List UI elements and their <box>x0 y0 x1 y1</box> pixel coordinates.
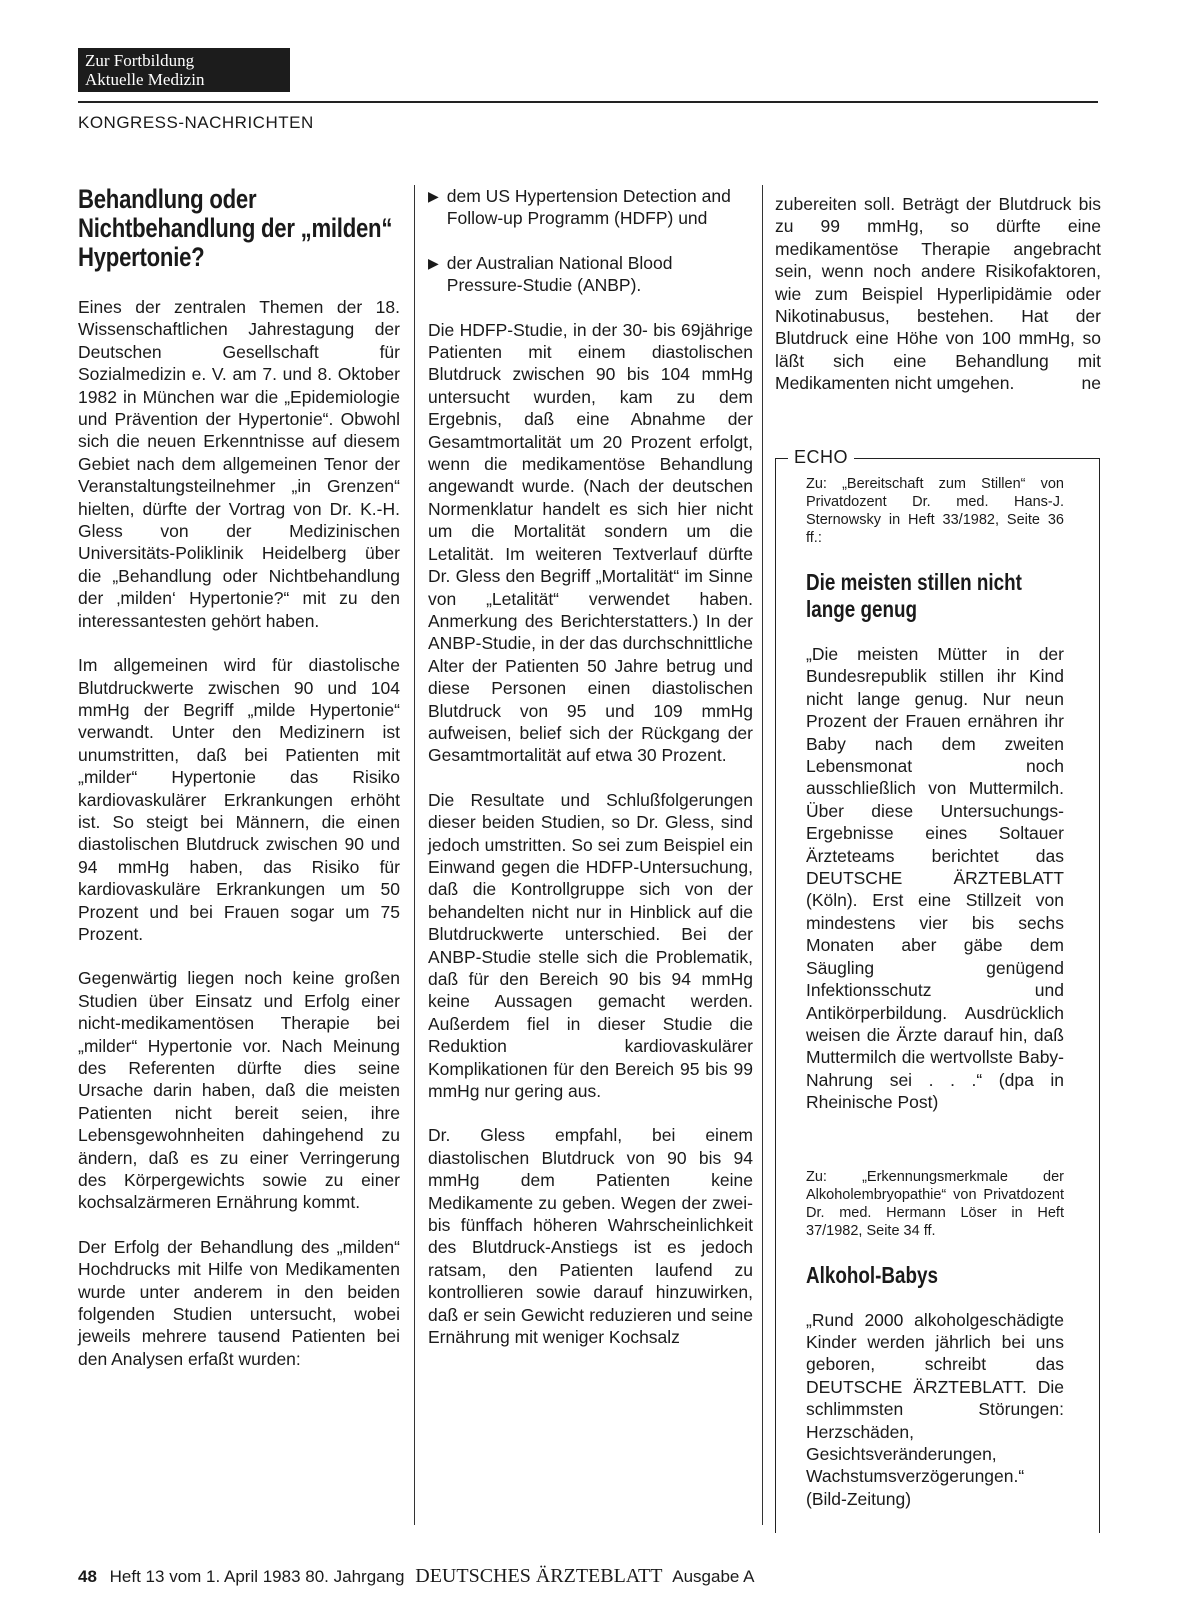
study-bullet <box>428 252 753 297</box>
article-column-1 <box>78 185 400 1392</box>
rubric-line-1: Zur Fortbildung <box>85 51 195 70</box>
triangle-bullet-icon: ▶ <box>428 254 439 271</box>
echo-title: Alkohol-Babys <box>806 1261 939 1288</box>
article-paragraph: Die HDFP-Studie, in der 30- bis 69jährige Patienten mit einem diastolischen Blutdruck zwischen 90 bis 104 mmHg untersucht wurden, kam zu dem Ergebnis, daß eine Abnahme der Gesamtmortalität um 20 Prozent erfolgt, wenn die medikamentöse Behandlung angewandt wurde. (Nach der deutschen Normenklatur handelt es sich hier nicht um die Mortalität sondern um die Letalität. Im weiteren Textverlauf dürfte Dr. Gless den Begriff „Mortalität“ im Sinne von „Letalität“ verwendet haben. Anmerkung des Berichterstatters.) In der ANBP-Studie, in der das durchschnittliche Alter der Patienten 50 Jahre betrug und diese Personen einen diastolischen Blutdruck von 95 und 109 mmHg aufweisen, belief sich der Rückgang der Gesamtmortalität auf etwa 30 Prozent. <box>428 319 753 766</box>
echo-box <box>775 447 1100 1533</box>
echo-label: ECHO <box>788 447 854 468</box>
study-bullet <box>428 185 753 230</box>
journal-name: DEUTSCHES ÄRZTEBLATT <box>415 1565 663 1587</box>
bullet-text: dem US Hypertension Detection and Follow-up Programm (HDFP) und <box>446 186 731 229</box>
echo-content <box>806 475 1064 1564</box>
article-paragraph: Der Erfolg der Behandlung des „milden“ Hochdrucks mit Hilfe von Medikamenten wurde unter anderem in den beiden folgenden Studien untersucht, wobei jeweils mehrere tausend Patienten bei den Analysen erfaßt wurden: <box>78 1236 400 1369</box>
echo-reference: Zu: „Erkennungsmerkmale der Alkoholembryopathie“ von Privatdozent Dr. med. Hermann Löser in Heft 37/1982, Seite 34 ff. <box>806 1168 1064 1239</box>
triangle-bullet-icon: ▶ <box>428 188 439 204</box>
article-paragraph: Die Resultate und Schlußfolgerungen dieser beiden Studien, so Dr. Gless, sind jedoch umstritten. So sei zum Beispiel ein Einwand gegen die HDFP-Untersuchung, daß die Kontrollgruppe sich von der behandelten nicht nur in Hinblick auf die Blutdruckwerte unterschied. Bei der ANBP-Studie stelle sich die Problematik, daß für den Bereich 90 bis 94 mmHg keine Aussagen gemacht werden. Außerdem fiel in dieser Studie die Reduktion kardiovaskulärer Komplikationen für den Bereich 95 bis 99 mmHg nur gering aus. <box>428 789 753 1102</box>
page-number: 48 <box>78 1567 97 1586</box>
article-column-2 <box>428 185 753 1371</box>
echo-reference: Zu: „Bereitschaft zum Stillen“ von Privatdozent Dr. med. Hans-J. Sternowsky in Heft 33/1982, Seite 36 ff.: <box>806 476 1064 546</box>
echo-quote: „Die meisten Mütter in der Bundesrepublik stillen ihr Kind nicht lange genug. Nur neun Prozent der Frauen ernähren ihr Baby nach dem zweiten Lebensmonat noch ausschließlich von Muttermilch. Über diese Untersuchungs-Ergebnisse eines Soltauer Ärzteteams berichtet das DEUTSCHE ÄRZTEBLATT (Köln). Erst eine Stillzeit von mindestens vier bis sechs Monaten aber gäbe dem Säugling genügend Infektionsschutz und Antikörperbildung. Ausdrücklich weisen die Ärzte darauf hin, daß Muttermilch die wertvollste Baby-Nahrung sei . . .“ (dpa in Rheinische Post) <box>806 644 1064 1113</box>
bullet-text: der Australian National Blood Pressure-Studie (ANBP). <box>446 252 673 296</box>
article-column-3 <box>775 193 1101 417</box>
article-paragraph: Gegenwärtig liegen noch keine großen Studien über Einsatz und Erfolg einer nicht-medikamentösen Therapie bei „milder“ Hypertonie vor. Nach Meinung des Referenten dürfte dies seine Ursache darin haben, daß die meisten Patienten nicht bereit seien, ihre Lebensgewohnheiten dahingehend zu ändern, daß es zu einer Verringerung des Körpergewichts sowie zu einer kochsalzärmeren Ernährung kommt. <box>78 968 400 1213</box>
article-paragraph: Im allgemeinen wird für diastolische Blutdruckwerte zwischen 90 und 104 mmHg der Begriff „milde Hypertonie“ verwandt. Unter den Medizinern ist unumstritten, daß bei Patienten mit „milder“ Hypertonie das Risiko kardiovaskulärer Erkrankungen erhöht ist. So steigt bei Männern, die einen diastolischen Blutdruck zwischen 90 und 94 mmHg haben, das Risiko für kardiovaskuläre Erkrankungen um 50 Prozent und bei Frauen sogar um 75 Prozent. <box>78 655 400 944</box>
article-closing-text: zubereiten soll. Beträgt der Blutdruck bis zu 99 mmHg, so dürfte eine medikamentöse Therapie angebracht sein, wenn noch andere Risikofaktoren, wie zum Beispiel Hyperlipidämie oder Nikotinabusus, bestehen. Hat der Blutdruck eine Höhe von 100 mmHg, so läßt sich eine Behandlung mit Medikamenten nicht umgehen. <box>775 194 1101 394</box>
header-rule-left <box>78 101 290 103</box>
edition-label: Ausgabe A <box>672 1567 755 1586</box>
echo-title: Die meisten stillen nicht lange genug <box>806 569 1022 622</box>
column-divider <box>414 185 415 1525</box>
rubric-block <box>78 48 290 92</box>
issue-info: Heft 13 vom 1. April 1983 80. Jahrgang <box>109 1567 405 1586</box>
header-rule <box>290 101 1098 103</box>
section-label: KONGRESS-NACHRICHTEN <box>78 113 314 132</box>
article-paragraph-ending <box>775 193 1101 395</box>
article-paragraph: Eines der zentralen Themen der 18. Wissenschaftlichen Jahrestagung der Deutschen Gesellschaft für Sozialmedizin e. V. am 7. und 8. Oktober 1982 in München war die „Epidemiologie und Prävention der Hypertonie“. Obwohl sich die neuen Erkenntnisse auf diesem Gebiet nach dem allgemeinen Tenor der Veranstaltungsteilnehmer „in Grenzen“ hielten, dürfte der Vortrag von Dr. K.-H. Gless von der Medizinischen Universitäts-Poliklinik Heidelberg über die „Behandlung oder Nichtbehandlung der ‚milden‘ Hypertonie?“ mit zu den interessantesten gehört haben. <box>78 297 400 631</box>
author-initials: ne <box>1081 373 1101 394</box>
article-title: Behandlung oder Nichtbehandlung der „milden“ Hypertonie? <box>78 184 393 272</box>
column-divider <box>762 185 763 1525</box>
page-footer <box>78 1565 755 1588</box>
rubric-line-2: Aktuelle Medizin <box>85 70 205 89</box>
article-paragraph: Dr. Gless empfahl, bei einem diastolischen Blutdruck von 90 bis 94 mmHg dem Patienten keine Medikamente zu geben. Wegen der zwei- bis fünffach höheren Wahrscheinlichkeit des Blutdruck-Anstiegs ist es jedoch ratsam, den Patienten laufend zu kontrollieren sowie darauf hinzuwirken, daß er sein Gewicht reduzieren und seine Ernährung mit weniger Kochsalz <box>428 1125 753 1348</box>
echo-quote: „Rund 2000 alkoholgeschädigte Kinder werden jährlich bei uns geboren, schreibt das DEUTSCHE ÄRZTEBLATT. Die schlimmsten Störungen: Herzschäden, Gesichtsveränderungen, Wachstumsverzögerungen.“ (Bild-Zeitung) <box>806 1309 1064 1509</box>
